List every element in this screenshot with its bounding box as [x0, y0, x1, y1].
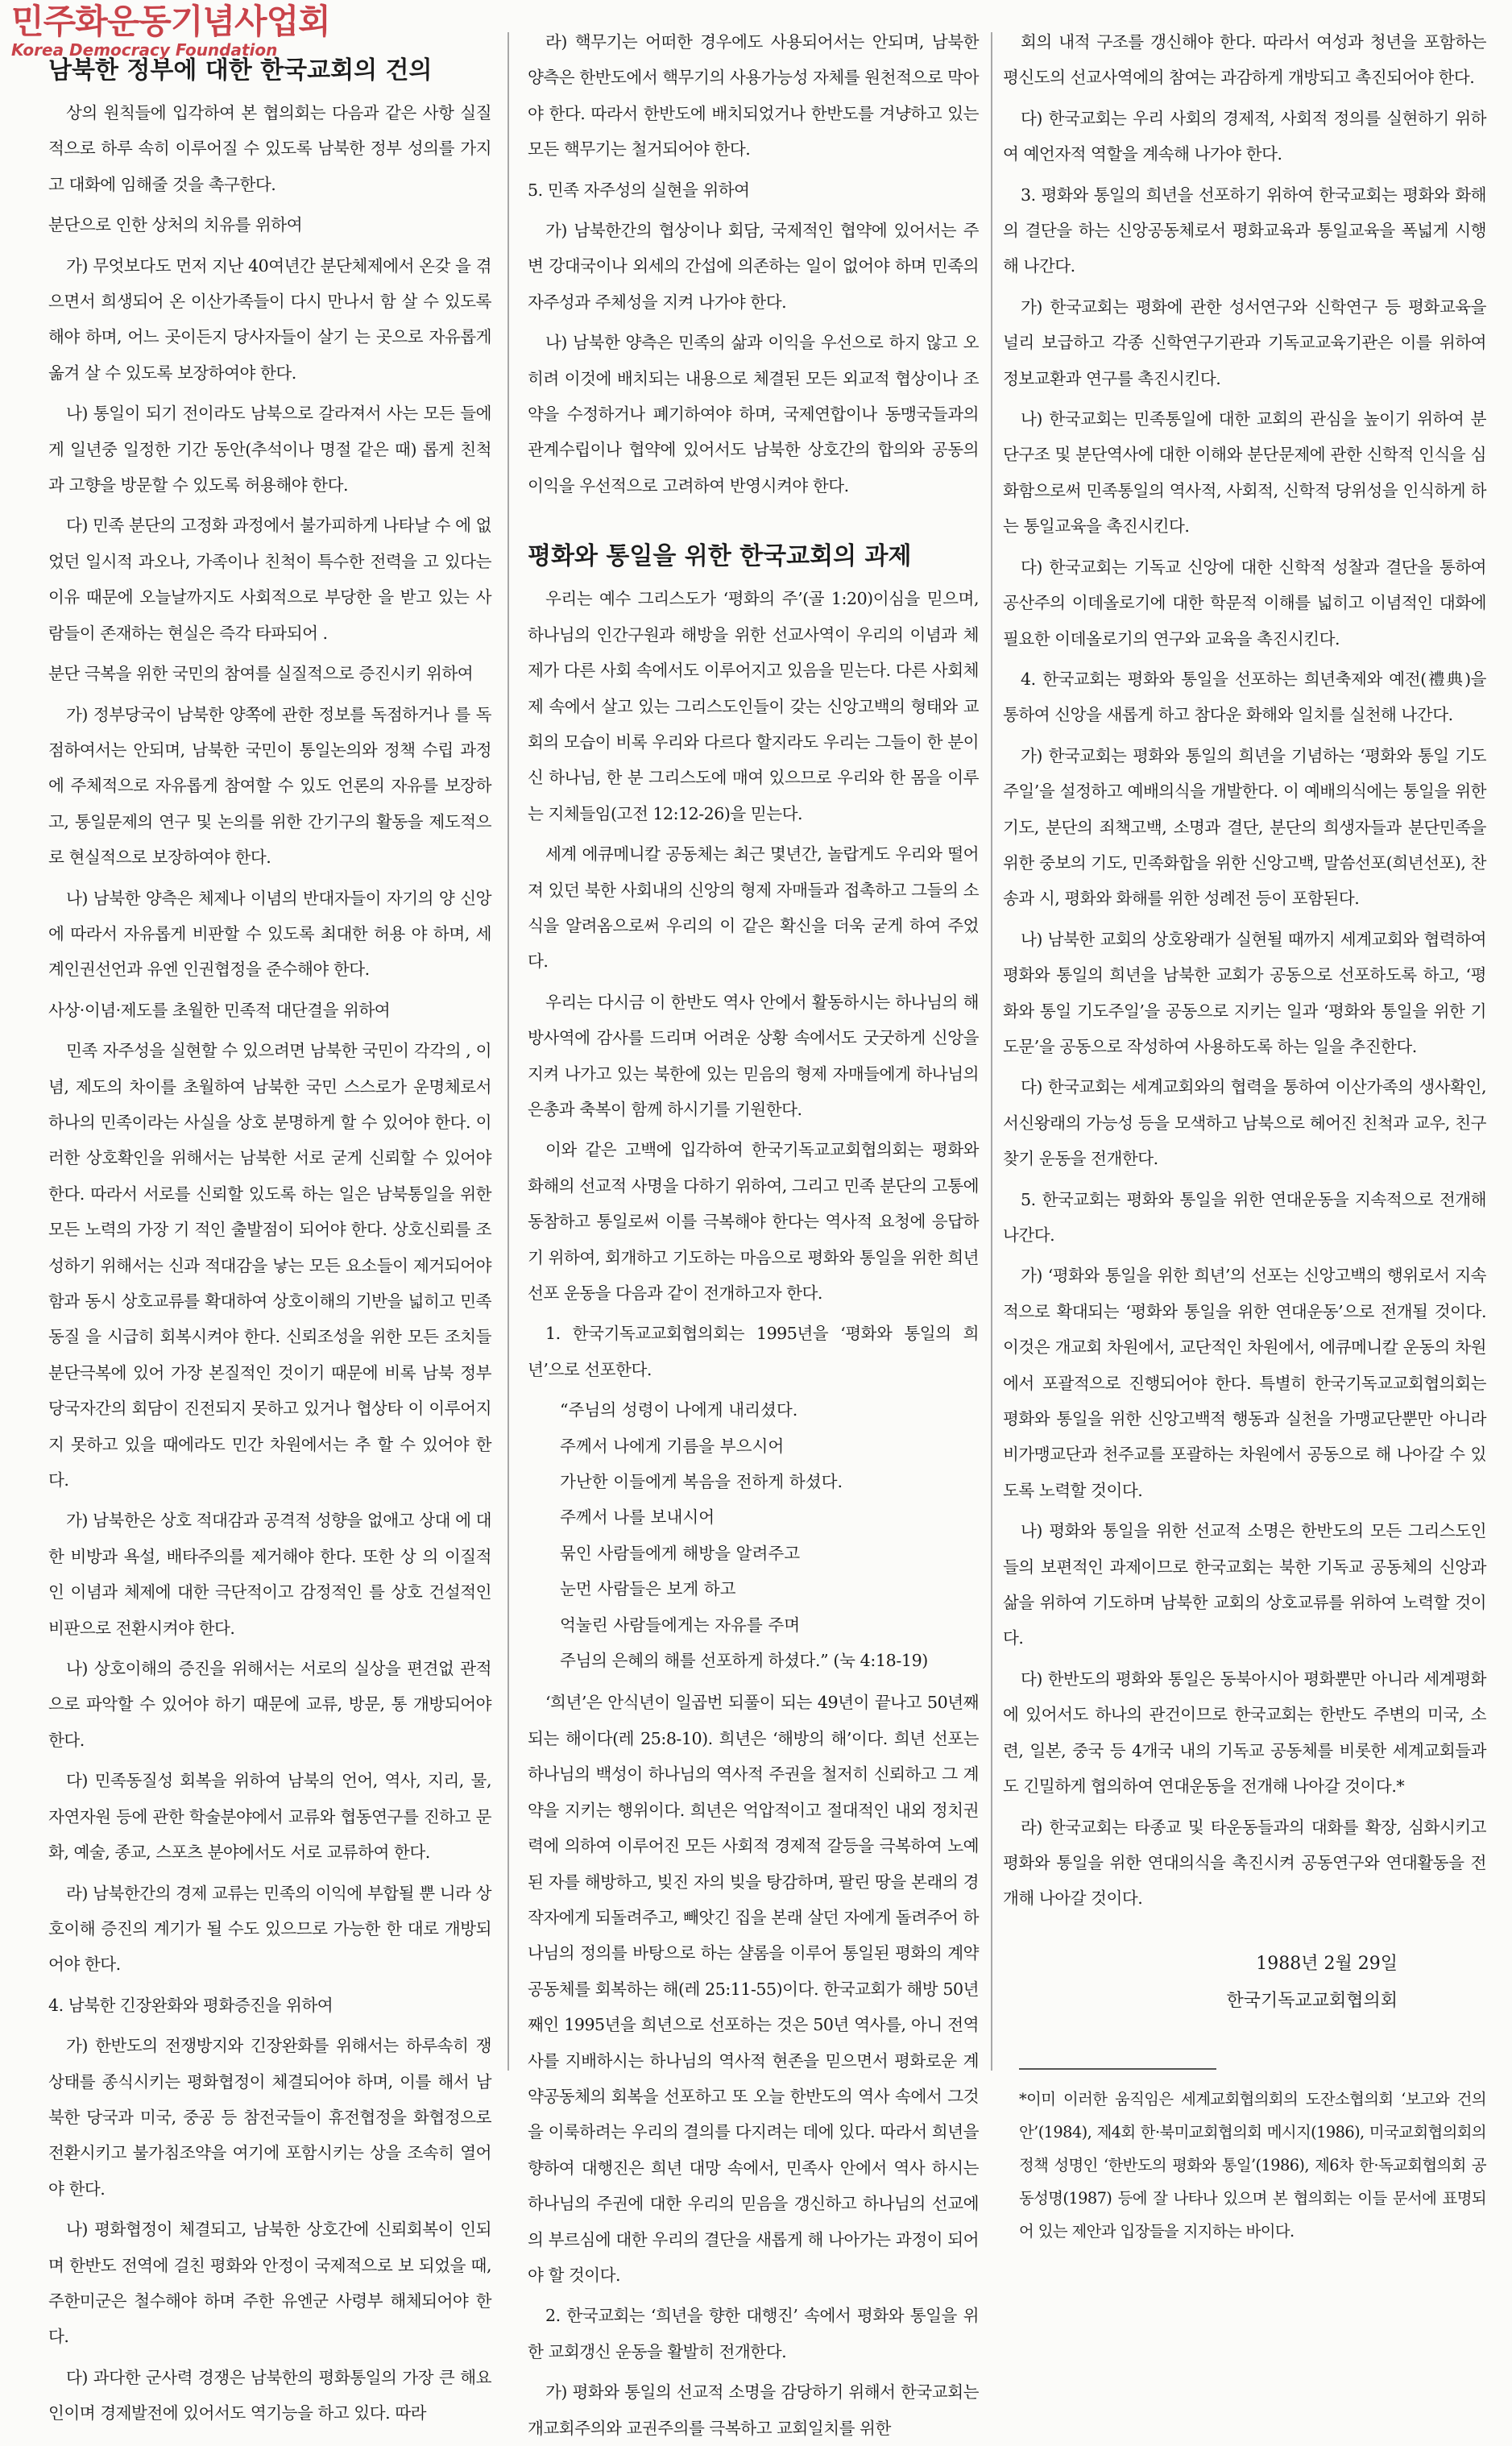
signature-block	[1003, 1946, 1486, 2020]
paragraph: 라) 한국교회는 타종교 및 타운동들과의 대화를 확장, 심화시키고 평화와 통일을 위한 연대의식을 촉진시켜 공동연구와 연대활동을 전개해 나아갈 것이다.	[1003, 1817, 1486, 1909]
column-right	[1003, 24, 1486, 2241]
paragraph: 1. 한국기독교교회협의회는 1995년을 ‘평화와 통일의 희년’으로 선포한다.	[528, 1324, 979, 1379]
paragraph: 가) 한반도의 전쟁방지와 긴장완화를 위해서는 하루속히 쟁 상태를 종식시키는 평화협정이 체결되어야 하며, 이를 해서 남북한 당국과 미국, 중공 등 참전국들이 휴전협정을 화협정으로 전환시키고 불가침조약을 여기에 포함시키는 상을 조속히 열어야 한다.	[48, 2036, 491, 2199]
paragraph: 다) 민족 분단의 고정화 과정에서 불가피하게 나타날 수 에 없었던 일시적 과오나, 가족이나 친척이 특수한 전력을 고 있다는 이유 때문에 오늘날까지도 사회적으로 부당한 을 받고 있는 사람들이 존재하는 현실은 즉각 타파되어 .	[48, 516, 491, 643]
paragraph: 다) 민족동질성 회복을 위하여 남북의 언어, 역사, 지리, 물, 자연자원 등에 관한 학술분야에서 교류와 협동연구를 진하고 문화, 예술, 종교, 스포츠 분야에서도 서로 교류하여 한다.	[48, 1771, 491, 1863]
paragraph: 5. 한국교회는 평화와 통일을 위한 연대운동을 지속적으로 전개해 나간다.	[1003, 1189, 1486, 1245]
paragraph: 나) 한국교회는 민족통일에 대한 교회의 관심을 높이기 위하여 분단구조 및 분단역사에 대한 이해와 분단문제에 관한 신학적 인식을 심화함으로써 민족통일의 역사적, 사회적, 신학적 당위성을 인식하게 하는 통일교육을 촉진시킨다.	[1003, 409, 1486, 537]
paragraph: 라) 핵무기는 어떠한 경우에도 사용되어서는 안되며, 남북한 양측은 한반도에서 핵무기의 사용가능성 자체를 원천적으로 막아야 한다. 따라서 한반도에 배치되었거나 한반도를 겨냥하고 있는 모든 핵무기는 철거되어야 한다.	[528, 32, 979, 160]
paragraph: 라) 남북한간의 경제 교류는 민족의 이익에 부합될 뿐 니라 상호이해 증진의 계기가 될 수도 있으므로 가능한 한 대로 개방되어야 한다.	[48, 1883, 491, 1975]
column-left	[48, 24, 491, 2423]
paragraph: 다) 과다한 군사력 경쟁은 남북한의 평화통일의 가장 큰 해요인이며 경제발전에 있어서도 역기능을 하고 있다. 따라	[48, 2367, 491, 2423]
paragraph: 가) ‘평화와 통일을 위한 희년’의 선포는 신앙고백의 행위로서 지속적으로 확대되는 ‘평화와 통일을 위한 연대운동’으로 전개될 것이다. 이것은 개교회 차원에서, 교단적인 차원에서, 에큐메니칼 운동의 차원에서 포괄적으로 진행되어야 한다. 특별히 한국기독교교회협의회는 평화와 통일을 위한 신앙고백적 행동과 실천을 가맹교단뿐만 아니라 비가맹교단과 천주교를 포괄하는 차원에서 공동으로 해 나아갈 수 있도록 노력할 것이다.	[1003, 1266, 1486, 1500]
section-heading-church-tasks: 평화와 통일을 위한 한국교회의 과제	[528, 542, 912, 571]
scripture-line: “주님의 성령이 나에게 내리셨다.	[560, 1400, 798, 1420]
footnote-rule	[1019, 2068, 1216, 2070]
paragraph: 가) 무엇보다도 먼저 지난 40여년간 분단체제에서 온갖 을 겪으면서 희생되어 온 이산가족들이 다시 만나서 함 살 수 있도록 해야 하며, 어느 곳이든지 당사자들이 살기 는 곳으로 자유롭게 옮겨 살 수 있도록 보장하여야 한다.	[48, 255, 491, 383]
column-divider-left	[507, 32, 509, 2071]
paragraph: 4. 한국교회는 평화와 통일을 선포하는 희년축제와 예전(禮典)을 통하여 신앙을 새롭게 하고 참다운 화해와 일치를 실천해 나간다.	[1003, 669, 1486, 725]
scripture-line: 주님의 은혜의 해를 선포하게 하셨다.” (눅 4:18-19)	[560, 1651, 928, 1671]
paragraph: 다) 한반도의 평화와 통일은 동북아시아 평화뿐만 아니라 세계평화에 있어서도 하나의 관건이므로 한국교회는 한반도 주변의 미국, 소련, 일본, 중국 등 4개국 내의 기독교 공동체를 비롯한 세계교회들과도 긴밀하게 협의하여 연대운동을 전개해 나아갈 것이다.*	[1003, 1669, 1486, 1797]
paragraph: 세계 에큐메니칼 공동체는 최근 몇년간, 놀랍게도 우리와 떨어져 있던 북한 사회내의 신앙의 형제 자매들과 접촉하고 그들의 소식을 알려옴으로써 우리의 이 같은 확신을 더욱 굳게 하여 주었다.	[528, 844, 979, 972]
document-date: 1988년 2월 29일	[1256, 1953, 1398, 1974]
paragraph: 가) 한국교회는 평화와 통일의 희년을 기념하는 ‘평화와 통일 기도주일’을 설정하고 예배의식을 개발한다. 이 예배의식에는 통일을 위한 기도, 분단의 죄책고백, 소명과 결단, 분단의 희생자들과 분단민족을 위한 중보의 기도, 민족화합을 위한 신앙고백, 말씀선포(희년선포), 찬송과 시, 평화와 화해를 위한 성례전 등이 포함된다.	[1003, 745, 1486, 909]
paragraph: 민족 자주성을 실현할 수 있으려면 남북한 국민이 각각의 , 이념, 제도의 차이를 초월하여 남북한 국민 스스로가 운명체로서 하나의 민족이라는 사실을 상호 분명하게 할 수 있어야 한다. 이러한 상호확인을 위해서는 남북한 서로 굳게 신뢰할 수 있어야 한다. 따라서 서로를 신뢰할 있도록 하는 일은 남북통일을 위한 모든 노력의 가장 기 적인 출발점이 되어야 한다. 상호신뢰를 조성하기 위해서는 신과 적대감을 낳는 모든 요소들이 제거되어야 함과 동시 상호교류를 확대하여 상호이해의 기반을 넓히고 민족동질 을 시급히 회복시켜야 한다. 신뢰조성을 위한 모든 조치들 분단극복에 있어 가장 본질적인 것이기 때문에 비록 남북 정부 당국자간의 회담이 진전되지 못하고 있거나 협상타 이 이루어지지 못하고 있을 때에라도 민간 차원에서는 추 할 수 있어야 한다.	[48, 1041, 491, 1490]
scripture-line: 주께서 나를 보내시어	[560, 1507, 715, 1528]
paragraph: 우리는 예수 그리스도가 ‘평화의 주’(골 1:20)이심을 믿으며, 하나님의 인간구원과 해방을 위한 선교사역이 우리의 이념과 체제가 다른 사회 속에서도 이루어지고 있음을 믿는다. 다른 사회체제 속에서 살고 있는 그리스도인들이 갖는 신앙고백의 형태와 교회의 모습이 비록 우리와 다르다 할지라도 우리는 그들이 한 분이신 하나님, 한 분 그리스도에 매여 있으므로 우리와 한 몸을 이루는 지체들임(고전 12:12-26)을 믿는다.	[528, 589, 979, 823]
paragraph: 가) 평화와 통일의 선교적 소명을 감당하기 위해서 한국교회는 개교회주의와 교권주의를 극복하고 교회일치를 위한	[528, 2382, 979, 2438]
paragraph: 나) 평화협정이 체결되고, 남북한 상호간에 신뢰회복이 인되며 한반도 전역에 걸친 평화와 안정이 국제적으로 보 되었을 때, 주한미군은 철수해야 하며 주한 유엔군 사령부 해체되어야 한다.	[48, 2220, 491, 2347]
paragraph: 가) 정부당국이 남북한 양쪽에 관한 정보를 독점하거나 를 독점하여서는 안되며, 남북한 국민이 통일논의와 정책 수립 과정에 주체적으로 자유롭게 참여할 수 있도 언론의 자유를 보장하고, 통일문제의 연구 및 논의를 위한 간기구의 활동을 제도적으로 현실적으로 보장하여야 한다.	[48, 704, 491, 868]
watermark-english: Korea Democracy Foundation	[11, 40, 278, 60]
paragraph: 다) 한국교회는 기독교 신앙에 대한 신학적 성찰과 결단을 통하여 공산주의 이데올로기에 대한 학문적 이해를 넓히고 이념적인 대화에 필요한 이데올로기의 연구와 교육을 촉진시킨다.	[1003, 557, 1486, 649]
numbered-item-heading: 분단 극복을 위한 국민의 참여를 실질적으로 증진시키 위하여	[48, 664, 474, 684]
footnote: *이미 이러한 움직임은 세계교회협의회의 도잔소협의회 ‘보고와 건의안’(1984), 제4회 한·북미교회협의회 메시지(1986), 미국교회협의회의 정책 성명인 ‘한반도의 평화와 통일’(1986), 제6차 한·독교회협의회 공동성명(1987) 등에 잘 나타나 있으며 본 협의회는 이들 문서에 표명되어 있는 제안과 입장들을 지지하는 바이다.	[1019, 2089, 1486, 2241]
issuing-organization: 한국기독교교회협의회	[1226, 1990, 1398, 2011]
paragraph: 나) 평화와 통일을 위한 선교적 소명은 한반도의 모든 그리스도인들의 보편적인 과제이므로 한국교회는 북한 기독교 공동체의 신앙과 삶을 위하여 기도하며 남북한 교회의 상호교류를 위하여 노력할 것이다.	[1003, 1521, 1486, 1648]
paragraph: 상의 원칙들에 입각하여 본 협의회는 다음과 같은 사항 실질적으로 하루 속히 이루어질 수 있도록 남북한 정부 성의를 가지고 대화에 임해줄 것을 촉구한다.	[48, 103, 491, 194]
scripture-line: 눈먼 사람들은 보게 하고	[560, 1579, 736, 1599]
column-middle	[528, 24, 979, 2438]
paragraph: 우리는 다시금 이 한반도 역사 안에서 활동하시는 하나님의 해방사역에 감사를 드리며 어려운 상황 속에서도 굿굿하게 신앙을 지켜 나가고 있는 북한에 있는 믿음의 형제 자매들에게 하나님의 은총과 축복이 함께 하시기를 기원한다.	[528, 992, 979, 1119]
numbered-item-heading: 사상·이념·제도를 초월한 민족적 대단결을 위하여	[48, 1000, 391, 1020]
paragraph: 이와 같은 고백에 입각하여 한국기독교교회협의회는 평화와 화해의 선교적 사명을 다하기 위하여, 그리고 민족 분단의 고통에 동참하고 통일로써 이를 극복해야 한다는 역사적 요청에 응답하기 위하여, 회개하고 기도하는 마음으로 평화와 통일을 위한 희년선포 운동을 다음과 같이 전개하고자 한다.	[528, 1140, 979, 1303]
paragraph: 나) 남북한 양측은 민족의 삶과 이익을 우선으로 하지 않고 오히려 이것에 배치되는 내용으로 체결된 모든 외교적 협상이나 조약을 수정하거나 폐기하여야 하며, 국제연합이나 동맹국들과의 관계수립이나 협약에 있어서도 남북한 상호간의 합의와 공동의 이익을 우선적으로 고려하여 반영시켜야 한다.	[528, 333, 979, 495]
numbered-item-heading: 4. 남북한 긴장완화와 평화증진을 위하여	[48, 1995, 333, 2015]
paragraph: 나) 남북한 교회의 상호왕래가 실현될 때까지 세계교회와 협력하여 평화와 통일의 희년을 남북한 교회가 공동으로 선포하도록 하고, ‘평화와 통일 기도주일’을 공동으로 지키는 일과 ‘평화와 통일을 위한 기도문’을 공동으로 작성하여 사용하도록 하는 일을 추진한다.	[1003, 929, 1486, 1056]
paragraph: ‘희년’은 안식년이 일곱번 되풀이 되는 49년이 끝나고 50년째 되는 해이다(레 25:8-10). 희년은 ‘해방의 해’이다. 희년 선포는 하나님의 백성이 하나님의 역사적 주권을 철저히 신뢰하고 그 계약을 지키는 행위이다. 희년은 억압적이고 절대적인 내외 정치권력에 의하여 이루어진 모든 사회적 경제적 갈등을 극복하여 노예된 자를 해방하고, 빚진 자의 빚을 탕감하며, 팔린 땅을 본래의 경작자에게 되돌려주고, 빼앗긴 집을 본래 살던 자에게 돌려주어 하나님의 정의를 바탕으로 하는 샬롬을 이루어 통일된 평화의 계약공동체를 회복하는 해(레 25:11-55)이다. 한국교회가 해방 50년째인 1995년을 희년으로 선포하는 것은 50년 역사를, 아니 전역사를 지배하시는 하나님의 역사적 현존을 믿으면서 평화로운 계약공동체의 회복을 선포하고 또 오늘 한반도의 역사 속에서 그것을 이룩하려는 우리의 결의를 다지려는 데에 있다. 따라서 희년을 향하여 대행진은 희년 대망 속에서, 민족사 안에서 역사 하시는 하나님의 주권에 대한 우리의 믿음을 갱신하고 하나님의 선교에의 부르심에 대한 우리의 결단을 새롭게 해 나아가는 과정이 되어야 할 것이다.	[528, 1693, 979, 2285]
section-heading-government-proposals: 남북한 정부에 대한 한국교회의 건의	[48, 56, 433, 85]
scripture-line: 억눌린 사람들에게는 자유를 주며	[560, 1615, 801, 1635]
paragraph: 가) 남북한간의 협상이나 회담, 국제적인 협약에 있어서는 주변 강대국이나 외세의 간섭에 의존하는 일이 없어야 하며 민족의 자주성과 주체성을 지켜 나가야 한다.	[528, 221, 979, 312]
paragraph: 3. 평화와 통일의 희년을 선포하기 위하여 한국교회는 평화와 화해의 결단을 하는 신앙공동체로서 평화교육과 통일교육을 폭넓게 시행해 나간다.	[1003, 184, 1486, 276]
watermark-korean: 민주화운동기념사업회	[11, 2, 330, 41]
paragraph: 2. 한국교회는 ‘희년을 향한 대행진’ 속에서 평화와 통일을 위한 교회갱신 운동을 활발히 전개한다.	[528, 2306, 979, 2361]
scripture-line: 가난한 이들에게 복음을 전하게 하셨다.	[560, 1472, 843, 1492]
paragraph: 다) 한국교회는 세계교회와의 협력을 통하여 이산가족의 생사확인, 서신왕래의 가능성 등을 모색하고 남북으로 헤어진 친척과 교우, 친구 찾기 운동을 전개한다.	[1003, 1077, 1486, 1169]
paragraph: 나) 남북한 양측은 체제나 이념의 반대자들이 자기의 양 신앙에 따라서 자유롭게 비판할 수 있도록 최대한 허용 야 하며, 세계인권선언과 유엔 인권협정을 준수해야 한다.	[48, 888, 491, 980]
paragraph: 회의 내적 구조를 갱신해야 한다. 따라서 여성과 청년을 포함하는 평신도의 선교사역에의 참여는 과감하게 개방되고 촉진되어야 한다.	[1003, 32, 1486, 88]
paragraph: 가) 남북한은 상호 적대감과 공격적 성향을 없애고 상대 에 대한 비방과 욕설, 배타주의를 제거해야 한다. 또한 상 의 이질적인 이념과 체제에 대한 극단적이고 감정적인 를 상호 건설적인 비판으로 전환시켜야 한다.	[48, 1511, 491, 1638]
paragraph: 가) 한국교회는 평화에 관한 성서연구와 신학연구 등 평화교육을 널리 보급하고 각종 신학연구기관과 기독교교육기관은 이를 위하여 정보교환과 연구를 촉진시킨다.	[1003, 296, 1486, 388]
paragraph: 나) 통일이 되기 전이라도 남북으로 갈라져서 사는 모든 들에게 일년중 일정한 기간 동안(추석이나 명절 같은 때) 롭게 친척과 고향을 방문할 수 있도록 허용해야 한다.	[48, 404, 491, 495]
numbered-item-heading: 5. 민족 자주성의 실현을 위하여	[528, 180, 750, 200]
scripture-quote	[560, 1392, 979, 1678]
scripture-line: 묶인 사람들에게 해방을 알려주고	[560, 1543, 801, 1563]
column-divider-right	[991, 32, 992, 2071]
numbered-item-heading: 분단으로 인한 상처의 치유를 위하여	[48, 215, 303, 235]
scripture-line: 주께서 나에게 기름을 부으시어	[560, 1436, 785, 1456]
paragraph: 나) 상호이해의 증진을 위해서는 서로의 실상을 편견없 관적으로 파악할 수 있어야 하기 때문에 교류, 방문, 통 개방되어야 한다.	[48, 1659, 491, 1750]
paragraph: 다) 한국교회는 우리 사회의 경제적, 사회적 정의를 실현하기 위하여 예언자적 역할을 계속해 나가야 한다.	[1003, 108, 1486, 164]
